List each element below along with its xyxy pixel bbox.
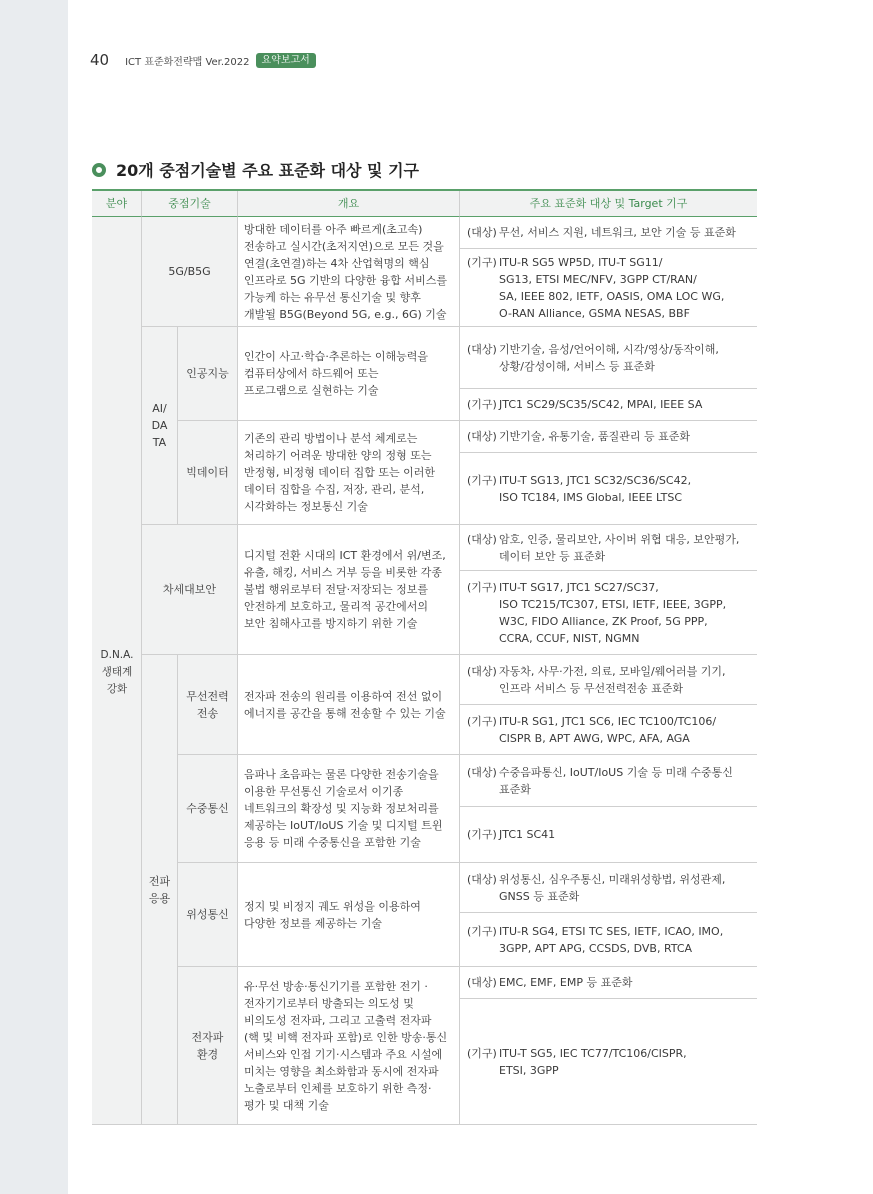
org-prefix: (기구): [467, 398, 497, 411]
org-prefix: (기구): [467, 714, 497, 728]
page-gutter: [0, 0, 68, 1194]
target-text: 위성통신, 심우주통신, 미래위성항법, 위성관제, GNSS 등 표준화: [499, 872, 726, 903]
tech-satellite: 위성통신: [178, 863, 238, 967]
document-title: ICT 표준화전략맵 Ver.2022: [125, 56, 250, 68]
target-text: 암호, 인증, 물리보안, 사이버 위협 대응, 보안평가, 데이터 보안 등 표준화: [499, 532, 740, 563]
org-satellite: [460, 913, 757, 967]
header-field: 분야: [92, 191, 142, 217]
target-satellite: [460, 863, 757, 913]
target-prefix: (대상): [467, 664, 497, 678]
org-text: ITU-T SG13, JTC1 SC32/SC36/SC42, ISO TC184, IMS Global, IEEE LTSC: [499, 473, 692, 504]
org-text: ITU-T SG17, JTC1 SC27/SC37, ISO TC215/TC307, ETSI, IETF, IEEE, 3GPP, W3C, FIDO Alliance, ZK Proof, 5G PPP, CCRA, CCUF, NIST, NGMN: [499, 580, 727, 645]
org-text: ITU-R SG4, ETSI TC SES, IETF, ICAO, IMO, 3GPP, APT APG, CCSDS, DVB, RTCA: [499, 924, 724, 955]
org-prefix: (기구): [467, 473, 497, 487]
group-label: D.N.A. 생태계 강화: [100, 649, 134, 695]
org-bigdata: [460, 453, 757, 525]
overview-satellite-text: 정지 및 비정지 궤도 위성을 이용하여 다양한 정보를 제공하는 기술: [244, 899, 421, 930]
section-title: 20개 중점기술별 주요 표준화 대상 및 기구: [116, 161, 419, 180]
overview-bigdata-text: 기존의 관리 방법이나 분석 체계로는 처리하기 어려운 방대한 양의 정형 또는 반정형, 비정형 데이터 집합 또는 이러한 데이터 집합을 수집, 저장, 관리, 분석, 시각화하는 정보통신 기술: [244, 432, 435, 513]
org-text: ITU-R SG1, JTC1 SC6, IEC TC100/TC106/ CISPR B, APT AWG, WPC, AFA, AGA: [499, 714, 717, 745]
target-ai: [460, 327, 757, 389]
org-emf: [460, 999, 757, 1125]
target-prefix: (대상): [467, 765, 497, 779]
tech-emf: 전자파 환경: [178, 967, 238, 1125]
target-text: 자동차, 사무·가전, 의료, 모바일/웨어러블 기기, 인프라 서비스 등 무선전력전송 표준화: [499, 664, 726, 695]
overview-5g-b5g: [238, 217, 460, 327]
page-header: [90, 50, 316, 70]
circle-bullet-icon: [92, 163, 106, 177]
org-text: ITU-T SG5, IEC TC77/TC106/CISPR, ETSI, 3GPP: [499, 1046, 687, 1077]
overview-satellite: [238, 863, 460, 967]
target-prefix: (대상): [467, 872, 497, 886]
tech-5g-b5g: 5G/B5G: [142, 217, 238, 327]
overview-security-text: 디지털 전환 시대의 ICT 환경에서 위/변조, 유출, 해킹, 서비스 거부 등을 비롯한 각종 불법 행위로부터 전달·저장되는 정보를 안전하게 보호하고, 물리적 공간에서의 보안 침해사고를 방지하기 위한 기술: [244, 549, 446, 630]
overview-underwater-text: 음파나 초음파는 물론 다양한 전송기술을 이용한 무선통신 기술로서 이기종 네트워크의 확장성 및 지능화 정보처리를 제공하는 IoUT/IoUS 기술 및 디지털 트윈 응용 등 미래 수중통신을 포함한 기술: [244, 768, 443, 849]
target-prefix: (대상): [467, 532, 497, 546]
org-prefix: (기구): [467, 255, 497, 269]
target-prefix: (대상): [467, 342, 497, 356]
report-tag: 요약보고서: [256, 53, 316, 68]
group-cell: [92, 217, 142, 1125]
standards-table: [92, 189, 757, 1125]
tech-underwater: 수중통신: [178, 755, 238, 863]
org-text: ITU-R SG5 WP5D, ITU-T SG11/ SG13, ETSI MEC/NFV, 3GPP CT/RAN/ SA, IEEE 802, IETF, OASIS, OMA LOC WG, O-RAN Alliance, GSMA NESAS, BBF: [499, 255, 725, 320]
target-underwater: [460, 755, 757, 807]
org-prefix: (기구): [467, 924, 497, 938]
page-number: 40: [90, 51, 110, 69]
org-security: [460, 571, 757, 655]
target-text: 무선, 서비스 지원, 네트워크, 보안 기술 등 표준화: [499, 226, 736, 239]
org-5g-b5g: [460, 249, 757, 327]
org-prefix: (기구): [467, 828, 497, 841]
org-text: JTC1 SC41: [499, 828, 556, 841]
overview-security: [238, 525, 460, 655]
org-ai: [460, 389, 757, 421]
overview-emf-text: 유·무선 방송·통신기기를 포함한 전기 · 전자기기로부터 방출되는 의도성 및 비의도성 전자파, 그리고 고출력 전자파 (핵 및 비핵 전자파 포함)로 인한 방송·통신 서비스와 인접 기기·시스템과 주요 시설에 미치는 영향을 최소화함과 동시에 전자파 노출로부터 인체를 보호하기 위한 측정· 평가 및 대책 기술: [244, 979, 448, 1112]
tech-wpt: 무선전력 전송: [178, 655, 238, 755]
overview-underwater: [238, 755, 460, 863]
overview-emf: [238, 967, 460, 1125]
org-wpt: [460, 705, 757, 755]
subgroup-radio: 전파 응용: [142, 655, 178, 1125]
target-text: 수중음파통신, IoUT/IoUS 기술 등 미래 수중통신 표준화: [499, 765, 733, 796]
overview-ai: [238, 327, 460, 421]
target-bigdata: [460, 421, 757, 453]
tech-bigdata: 빅데이터: [178, 421, 238, 525]
target-text: 기반기술, 유통기술, 품질관리 등 표준화: [499, 430, 690, 443]
target-prefix: (대상): [467, 976, 497, 989]
overview-5g-b5g-text: 방대한 데이터를 아주 빠르게(초고속) 전송하고 실시간(초저지연)으로 모든 것을 연결(초연결)하는 4차 산업혁명의 핵심 인프라로 5G 기반의 다양한 융합 서비스를 가능케 하는 유무선 통신기술 및 향후 개발될 B5G(Beyond 5G, e.g., 6G) 기술: [244, 222, 448, 321]
org-prefix: (기구): [467, 1046, 497, 1060]
header-targets: 주요 표준화 대상 및 Target 기구: [460, 191, 757, 217]
target-emf: [460, 967, 757, 999]
target-wpt: [460, 655, 757, 705]
target-prefix: (대상): [467, 226, 497, 239]
subgroup-ai-data: AI/ DA TA: [142, 327, 178, 525]
header-overview: 개요: [238, 191, 460, 217]
target-text: 기반기술, 음성/언어이해, 시각/영상/동작이해, 상황/감성이해, 서비스 등 표준화: [499, 342, 719, 373]
overview-wpt-text: 전자파 전송의 원리를 이용하여 전선 없이 에너지를 공간을 통해 전송할 수 있는 기술: [244, 689, 446, 720]
section-heading: [92, 158, 419, 181]
overview-ai-text: 인간이 사고·학습·추론하는 이해능력을 컴퓨터상에서 하드웨어 또는 프로그램으로 실현하는 기술: [244, 350, 429, 397]
tech-ai: 인공지능: [178, 327, 238, 421]
target-security: [460, 525, 757, 571]
header-key-tech: 중점기술: [142, 191, 238, 217]
org-underwater: [460, 807, 757, 863]
target-prefix: (대상): [467, 430, 497, 443]
org-prefix: (기구): [467, 580, 497, 594]
target-text: EMC, EMF, EMP 등 표준화: [499, 976, 633, 989]
tech-security: 차세대보안: [142, 525, 238, 655]
org-text: JTC1 SC29/SC35/SC42, MPAI, IEEE SA: [499, 398, 703, 411]
overview-bigdata: [238, 421, 460, 525]
overview-wpt: [238, 655, 460, 755]
target-5g-b5g: [460, 217, 757, 249]
